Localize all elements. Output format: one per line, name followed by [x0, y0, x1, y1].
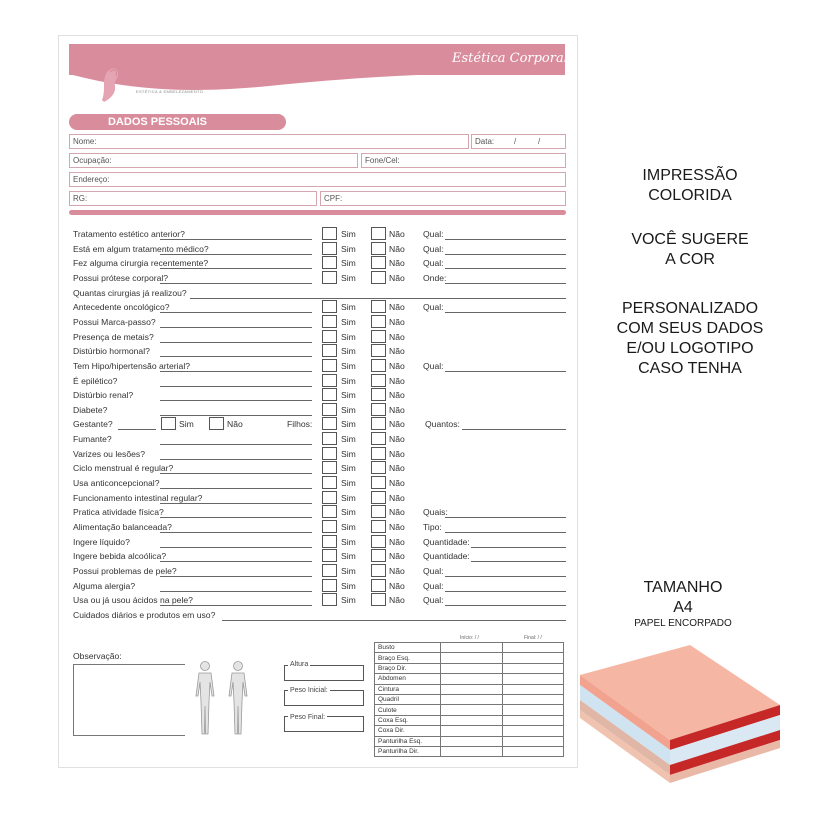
sim-checkbox[interactable]: [322, 461, 337, 474]
table-row: [375, 715, 564, 725]
extra-answer-line[interactable]: [462, 429, 566, 430]
measure-start-cell[interactable]: [441, 715, 503, 725]
question-label: Alimentação balanceada?: [73, 522, 172, 532]
answer-line[interactable]: [160, 444, 312, 445]
paper-stack-image: [580, 645, 780, 790]
sim-label: Sim: [341, 331, 356, 342]
sim-label: Sim: [341, 258, 356, 269]
nao-checkbox[interactable]: [371, 579, 386, 592]
nao-checkbox[interactable]: [371, 417, 386, 430]
answer-line[interactable]: [190, 298, 566, 299]
nao-checkbox[interactable]: [371, 520, 386, 533]
extra-label: Onde:: [423, 272, 447, 283]
nome-field[interactable]: Nome:: [69, 134, 469, 149]
nao-label: Não: [389, 346, 405, 357]
measure-start-cell[interactable]: [441, 663, 503, 673]
altura-label: Altura: [290, 661, 309, 668]
answer-line[interactable]: [160, 239, 312, 240]
measure-name: Coxa Esq.: [375, 715, 441, 725]
nao-label: Não: [389, 360, 405, 371]
observacao-label: Observação:: [73, 651, 122, 661]
promo-line: VOCÊ SUGERE: [631, 231, 749, 248]
nao-checkbox[interactable]: [371, 242, 386, 255]
nao-checkbox[interactable]: [371, 315, 386, 328]
answer-line[interactable]: [160, 547, 312, 548]
answer-line[interactable]: [160, 473, 312, 474]
extra-answer-line[interactable]: [445, 576, 566, 577]
answer-line[interactable]: [160, 415, 312, 416]
rg-field[interactable]: RG:: [69, 191, 317, 206]
table-row: [375, 705, 564, 715]
extra-answer-line[interactable]: [471, 547, 566, 548]
question-label: Usa ou já usou ácidos na pele?: [73, 595, 193, 606]
measure-start-cell[interactable]: [441, 694, 503, 704]
sim-label: Sim: [341, 316, 356, 327]
sim-checkbox[interactable]: [322, 491, 337, 504]
answer-line[interactable]: [160, 517, 312, 518]
gestante-nao-label: Não: [227, 419, 243, 429]
nao-checkbox[interactable]: [371, 344, 386, 357]
endereco-field[interactable]: Endereço:: [69, 172, 566, 187]
sim-checkbox[interactable]: [322, 417, 337, 430]
measure-end-cell[interactable]: [503, 684, 564, 694]
table-row: [375, 674, 564, 684]
answer-line[interactable]: [160, 400, 312, 401]
nao-checkbox[interactable]: [371, 476, 386, 489]
fone-field[interactable]: Fone/Cel:: [361, 153, 566, 168]
nao-checkbox[interactable]: [371, 447, 386, 460]
nao-checkbox[interactable]: [371, 374, 386, 387]
measure-name: Braço Esq.: [375, 653, 441, 663]
nao-label: Não: [389, 434, 405, 445]
nao-label: Não: [389, 448, 405, 459]
answer-line[interactable]: [160, 591, 312, 592]
table-row: [375, 746, 564, 756]
sim-label: Sim: [341, 346, 356, 357]
measure-end-cell[interactable]: [503, 746, 564, 756]
promo-line: COM SEUS DADOS: [616, 320, 764, 337]
sim-checkbox[interactable]: [322, 447, 337, 460]
peso-inicial-label: Peso Inicial:: [290, 687, 328, 694]
sim-label: Sim: [341, 419, 356, 430]
gestante-nao-checkbox[interactable]: [209, 417, 224, 430]
measure-end-cell[interactable]: [503, 653, 564, 663]
extra-label: Qual:: [423, 595, 444, 606]
sim-checkbox[interactable]: [322, 374, 337, 387]
measure-name: Panturilha Esq.: [375, 736, 441, 746]
table-row: [375, 726, 564, 736]
sim-label: Sim: [341, 463, 356, 474]
extra-answer-line[interactable]: [445, 283, 566, 284]
question-label: Distúrbio renal?: [73, 390, 134, 401]
promo-line: COLORIDA: [648, 187, 732, 204]
measure-start-cell[interactable]: [441, 726, 503, 736]
sim-checkbox[interactable]: [322, 564, 337, 577]
answer-line[interactable]: [160, 605, 312, 606]
nao-checkbox[interactable]: [371, 535, 386, 548]
sim-checkbox[interactable]: [322, 520, 337, 533]
measure-name: Abdomen: [375, 674, 441, 684]
answer-line[interactable]: [160, 283, 312, 284]
extra-label: Qual:: [423, 360, 444, 371]
gestante-sim-label: Sim: [179, 419, 194, 429]
question-label: Possui prótese corporal?: [73, 272, 169, 283]
table-row: [375, 736, 564, 746]
nao-label: Não: [389, 492, 405, 503]
answer-line[interactable]: [160, 254, 312, 255]
nao-checkbox[interactable]: [371, 359, 386, 372]
nao-checkbox[interactable]: [371, 432, 386, 445]
extra-label: Qual:: [423, 258, 444, 269]
promo-line: CASO TENHA: [638, 360, 742, 377]
question-label: Gestante?: [73, 419, 113, 430]
sim-label: Sim: [341, 595, 356, 606]
measure-start-cell[interactable]: [441, 705, 503, 715]
table-row: [375, 643, 564, 653]
sim-checkbox[interactable]: [322, 315, 337, 328]
answer-line[interactable]: [160, 356, 312, 357]
sim-label: Sim: [341, 302, 356, 313]
nao-label: Não: [389, 316, 405, 327]
measure-end-cell[interactable]: [503, 705, 564, 715]
table-row: [375, 684, 564, 694]
nao-checkbox[interactable]: [371, 593, 386, 606]
question-label: Presença de metais?: [73, 331, 154, 342]
answer-line[interactable]: [160, 327, 312, 328]
measure-end-cell[interactable]: [503, 715, 564, 725]
answer-line[interactable]: [160, 561, 312, 562]
question-label: Fumante?: [73, 434, 112, 445]
nao-label: Não: [389, 565, 405, 576]
measure-end-cell[interactable]: [503, 736, 564, 746]
question-label: Possui Marca-passo?: [73, 316, 156, 327]
sim-checkbox[interactable]: [322, 256, 337, 269]
measure-name: Coxa Dir.: [375, 726, 441, 736]
header-title: Estética Corporal: [452, 51, 568, 66]
answer-line[interactable]: [160, 532, 312, 533]
sim-checkbox[interactable]: [322, 505, 337, 518]
sim-label: Sim: [341, 522, 356, 532]
answer-line[interactable]: [160, 503, 312, 504]
question-label: Alguma alergia?: [73, 580, 136, 591]
measure-start-cell[interactable]: [441, 684, 503, 694]
nao-label: Não: [389, 507, 405, 518]
sim-label: Sim: [341, 229, 356, 239]
nao-checkbox[interactable]: [371, 256, 386, 269]
nao-checkbox[interactable]: [371, 491, 386, 504]
measure-name: Busto: [375, 643, 441, 653]
nao-label: Não: [389, 258, 405, 269]
observacao-field[interactable]: [73, 664, 185, 736]
answer-line[interactable]: [160, 342, 312, 343]
measure-start-cell[interactable]: [441, 643, 503, 653]
sim-checkbox[interactable]: [322, 476, 337, 489]
sim-label: Sim: [341, 565, 356, 576]
promo-line: IMPRESSÃO: [642, 167, 738, 184]
peso-final-label: Peso Final:: [290, 714, 326, 721]
extra-answer-line[interactable]: [445, 532, 566, 533]
promo-line: A COR: [665, 251, 715, 268]
nao-checkbox[interactable]: [371, 549, 386, 562]
nao-label: Não: [389, 551, 405, 562]
extra-label: Tipo:: [423, 522, 442, 532]
extra-answer-line[interactable]: [445, 591, 566, 592]
sim-label: Sim: [341, 580, 356, 591]
nao-checkbox[interactable]: [371, 461, 386, 474]
nao-label: Não: [389, 390, 405, 401]
promo-size: [593, 578, 773, 618]
nao-checkbox[interactable]: [371, 271, 386, 284]
sim-label: Sim: [341, 448, 356, 459]
measure-name: Quadril: [375, 694, 441, 704]
nao-checkbox[interactable]: [371, 388, 386, 401]
nao-checkbox[interactable]: [371, 227, 386, 240]
nao-label: Não: [389, 243, 405, 254]
answer-line[interactable]: [160, 312, 312, 313]
extra-label: Quantidade:: [423, 551, 470, 562]
measure-inicio-label: Início: / /: [460, 635, 479, 641]
data-separator: /: [514, 137, 517, 146]
table-row: [375, 663, 564, 673]
logo-subtitle: ESTÉTICA & EMBELEZAMENTO: [136, 89, 204, 94]
extra-answer-line[interactable]: [471, 561, 566, 562]
answer-line[interactable]: [160, 459, 312, 460]
measure-start-cell[interactable]: [441, 653, 503, 663]
question-label: Fez alguma cirurgia recentemente?: [73, 258, 209, 269]
nao-label: Não: [389, 229, 405, 239]
nao-label: Não: [389, 536, 405, 547]
extra-label: Qual:: [423, 302, 444, 313]
sim-label: Sim: [341, 507, 356, 518]
sim-checkbox[interactable]: [322, 432, 337, 445]
body-back-icon: [223, 660, 253, 736]
extra-label: Qual:: [423, 243, 444, 254]
sim-checkbox[interactable]: [322, 579, 337, 592]
extra-answer-line[interactable]: [445, 239, 566, 240]
promo-line: E/OU LOGOTIPO: [626, 340, 754, 357]
question-label: Funcionamento intestinal regular?: [73, 492, 203, 503]
measurements-table: [374, 642, 564, 757]
question-label: Tratamento estético anterior?: [73, 229, 185, 239]
question-label: Distúrbio hormonal?: [73, 346, 150, 357]
nao-checkbox[interactable]: [371, 564, 386, 577]
sim-label: Sim: [341, 390, 356, 401]
nao-label: Não: [389, 419, 405, 430]
measure-end-cell[interactable]: [503, 726, 564, 736]
promo-line: A4: [673, 599, 693, 616]
sim-checkbox[interactable]: [322, 344, 337, 357]
sim-checkbox[interactable]: [322, 227, 337, 240]
nao-checkbox[interactable]: [371, 300, 386, 313]
question-label: Varizes ou lesões?: [73, 448, 145, 459]
sim-label: Sim: [341, 243, 356, 254]
question-label: Antecedente oncológico?: [73, 302, 170, 313]
sim-checkbox[interactable]: [322, 242, 337, 255]
sim-checkbox[interactable]: [322, 271, 337, 284]
nao-checkbox[interactable]: [371, 505, 386, 518]
measure-start-cell[interactable]: [441, 736, 503, 746]
measure-end-cell[interactable]: [503, 694, 564, 704]
measure-name: Panturilha Dir.: [375, 746, 441, 756]
question-label: É epilético?: [73, 375, 118, 386]
filhos-label: Filhos:: [287, 419, 313, 429]
nao-label: Não: [389, 522, 405, 532]
promo-paper: PAPEL ENCORPADO: [634, 618, 732, 629]
sim-label: Sim: [341, 272, 356, 283]
sim-label: Sim: [341, 551, 356, 562]
sim-checkbox[interactable]: [322, 549, 337, 562]
nao-label: Não: [389, 404, 405, 415]
body-front-icon: [190, 660, 220, 736]
extra-answer-line[interactable]: [445, 312, 566, 313]
sim-label: Sim: [341, 404, 356, 415]
sim-label: Sim: [341, 434, 356, 445]
sim-label: Sim: [341, 375, 356, 386]
question-label: Usa anticoncepcional?: [73, 478, 160, 489]
question-label: Cuidados diários e produtos em uso?: [73, 609, 216, 620]
sim-label: Sim: [341, 492, 356, 503]
nao-label: Não: [389, 478, 405, 489]
extra-label: Qual:: [423, 580, 444, 591]
measure-start-cell[interactable]: [441, 674, 503, 684]
nao-label: Não: [389, 580, 405, 591]
answer-line[interactable]: [160, 488, 312, 489]
sim-label: Sim: [341, 536, 356, 547]
nao-label: Não: [389, 302, 405, 313]
question-label: Ingere bebida alcoólica?: [73, 551, 167, 562]
nao-checkbox[interactable]: [371, 330, 386, 343]
promo-color: [600, 230, 780, 270]
question-label: Tem Hipo/hipertensão arterial?: [73, 360, 191, 371]
question-label: Possui problemas de pele?: [73, 565, 177, 576]
answer-line[interactable]: [160, 268, 312, 269]
nao-label: Não: [389, 272, 405, 283]
extra-label: Quais:: [423, 507, 448, 518]
sim-checkbox[interactable]: [322, 403, 337, 416]
extra-answer-line[interactable]: [445, 254, 566, 255]
promo-line: PERSONALIZADO: [621, 300, 759, 317]
sim-label: Sim: [341, 478, 356, 489]
answer-line[interactable]: [118, 429, 156, 430]
extra-label: Quantidade:: [423, 536, 470, 547]
gestante-sim-checkbox[interactable]: [161, 417, 176, 430]
sim-label: Sim: [341, 360, 356, 371]
measure-final-label: Final: / /: [524, 635, 542, 641]
question-label: Ingere líquido?: [73, 536, 130, 547]
question-label: Diabete?: [73, 404, 108, 415]
answer-line[interactable]: [160, 371, 312, 372]
promo-line: TAMANHO: [643, 579, 723, 596]
nao-checkbox[interactable]: [371, 403, 386, 416]
section-title: DADOS PESSOAIS: [69, 114, 286, 130]
data-field[interactable]: [471, 134, 566, 149]
sim-checkbox[interactable]: [322, 300, 337, 313]
question-label: Quantas cirurgias já realizou?: [73, 287, 187, 298]
promo-custom: [595, 299, 785, 379]
answer-line[interactable]: [160, 576, 312, 577]
extra-answer-line[interactable]: [445, 268, 566, 269]
measure-name: Braço Dir.: [375, 663, 441, 673]
cpf-field[interactable]: CPF:: [320, 191, 566, 206]
question-label: Pratica atividade física?: [73, 507, 164, 518]
measure-end-cell[interactable]: [503, 663, 564, 673]
sim-checkbox[interactable]: [322, 359, 337, 372]
nao-label: Não: [389, 375, 405, 386]
measure-end-cell[interactable]: [503, 643, 564, 653]
measure-name: Culote: [375, 705, 441, 715]
extra-label: Quantos:: [425, 419, 460, 430]
section-divider: [69, 210, 566, 215]
table-row: [375, 694, 564, 704]
promo-print: [600, 166, 780, 206]
answer-line[interactable]: [222, 620, 566, 621]
sim-checkbox[interactable]: [322, 593, 337, 606]
sim-checkbox[interactable]: [322, 535, 337, 548]
extra-label: Qual:: [423, 229, 444, 239]
sim-checkbox[interactable]: [322, 330, 337, 343]
sim-checkbox[interactable]: [322, 388, 337, 401]
measure-name: Cintura: [375, 684, 441, 694]
extra-label: Qual:: [423, 565, 444, 576]
measure-end-cell[interactable]: [503, 674, 564, 684]
extra-answer-line[interactable]: [445, 371, 566, 372]
table-row: [375, 653, 564, 663]
logo-name: Lu Sousa: [122, 70, 202, 90]
measure-start-cell[interactable]: [441, 746, 503, 756]
question-label: Ciclo menstrual é regular?: [73, 463, 174, 474]
extra-answer-line[interactable]: [445, 517, 566, 518]
answer-line[interactable]: [160, 386, 312, 387]
extra-answer-line[interactable]: [445, 605, 566, 606]
nao-label: Não: [389, 331, 405, 342]
question-label: Está em algum tratamento médico?: [73, 243, 209, 254]
nao-label: Não: [389, 595, 405, 606]
nao-label: Não: [389, 463, 405, 474]
data-label: Data:: [475, 137, 495, 146]
data-separator: /: [538, 137, 541, 146]
ocupacao-field[interactable]: Ocupação:: [69, 153, 358, 168]
